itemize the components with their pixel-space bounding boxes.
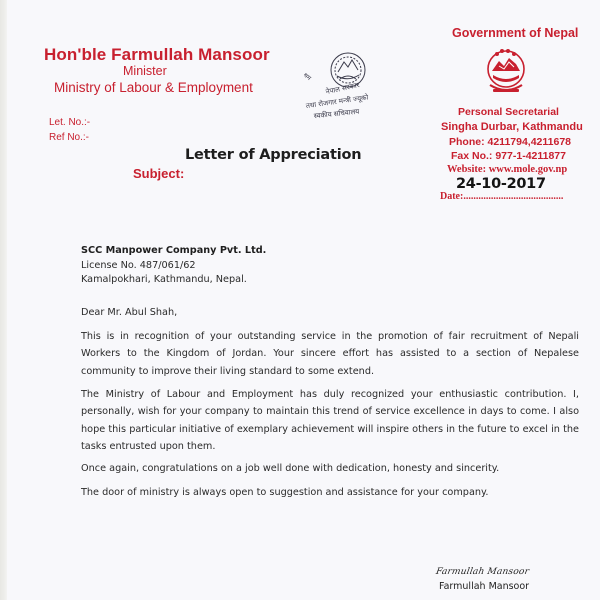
coat-of-arms [479,45,533,97]
nepal-emblem-stamp-icon [296,48,396,126]
date-label: Date:........................................ [440,191,564,202]
svg-text:स्वकीय सचिवालय: स्वकीय सचिवालय [313,107,360,121]
svg-text:तथा रोजगार मन्त्री ज्यूको: तथा रोजगार मन्त्री ज्यूको [305,93,369,111]
minister-name: Hon'ble Farmullah Mansoor [44,45,270,64]
recipient-address: Kamalpokhari, Kathmandu, Nepal. [81,274,247,285]
recipient-block [81,244,266,288]
minister-title: Minister [123,64,167,78]
page-edge-shadow [0,0,7,600]
letter-title: Letter of Appreciation [185,147,362,163]
recipient-license: License No. 487/061/62 [81,259,196,271]
salutation: Dear Mr. Abul Shah, [81,307,178,318]
office-phone: Phone: 4211794,4211678 [449,136,572,148]
office-stamp [296,48,396,126]
paragraph-ministry: The Ministry of Labour and Employment has duly recognized your enthusiastic contribution. I, personally, wish for your company to maintain this trend of service excellence in days to come. I also hope this particular initiative of exemplary achievement will inspire others in the future to excel in the tasks entrusted upon them. [81,389,579,452]
office-address: Singha Durbar, Kathmandu [441,121,583,133]
subject-label: Subject: [133,166,185,181]
svg-text:नेपाल सरकार: नेपाल सरकार [324,81,361,97]
reference-number-label: Ref No.:- [49,132,90,143]
government-title: Government of Nepal [452,26,579,40]
ministry-name: Ministry of Labour & Employment [54,80,253,95]
handwritten-signature: Farmullah Mansoor [435,567,530,577]
paragraph-closing: The door of ministry is always open to suggestion and assistance for your company. [81,487,489,498]
office-website: Website: www.mole.gov.np [447,164,568,175]
signatory-name: Farmullah Mansoor [439,581,530,592]
letter-number-label: Let. No.:- [49,117,91,128]
paragraph-recognition: This is in recognition of your outstanding service in the promotion of fair recruitment of Nepali Workers to the Kingdom of Jordan. Your sincere effort has assisted to a section of Nepalese community to improve their living standard to some extend. [81,331,579,377]
paragraph-congratulations: Once again, congratulations on a job well done with dedication, honesty and sincerity. [81,463,500,474]
letter-date: 24-10-2017 [456,176,546,192]
svg-text:श्रम: श्रम [301,71,313,83]
recipient-company: SCC Manpower Company Pvt. Ltd. [81,245,267,256]
nepal-coat-of-arms-icon [479,45,533,97]
office-fax: Fax No.: 977-1-4211877 [451,150,566,162]
office-name: Personal Secretarial [458,106,559,118]
